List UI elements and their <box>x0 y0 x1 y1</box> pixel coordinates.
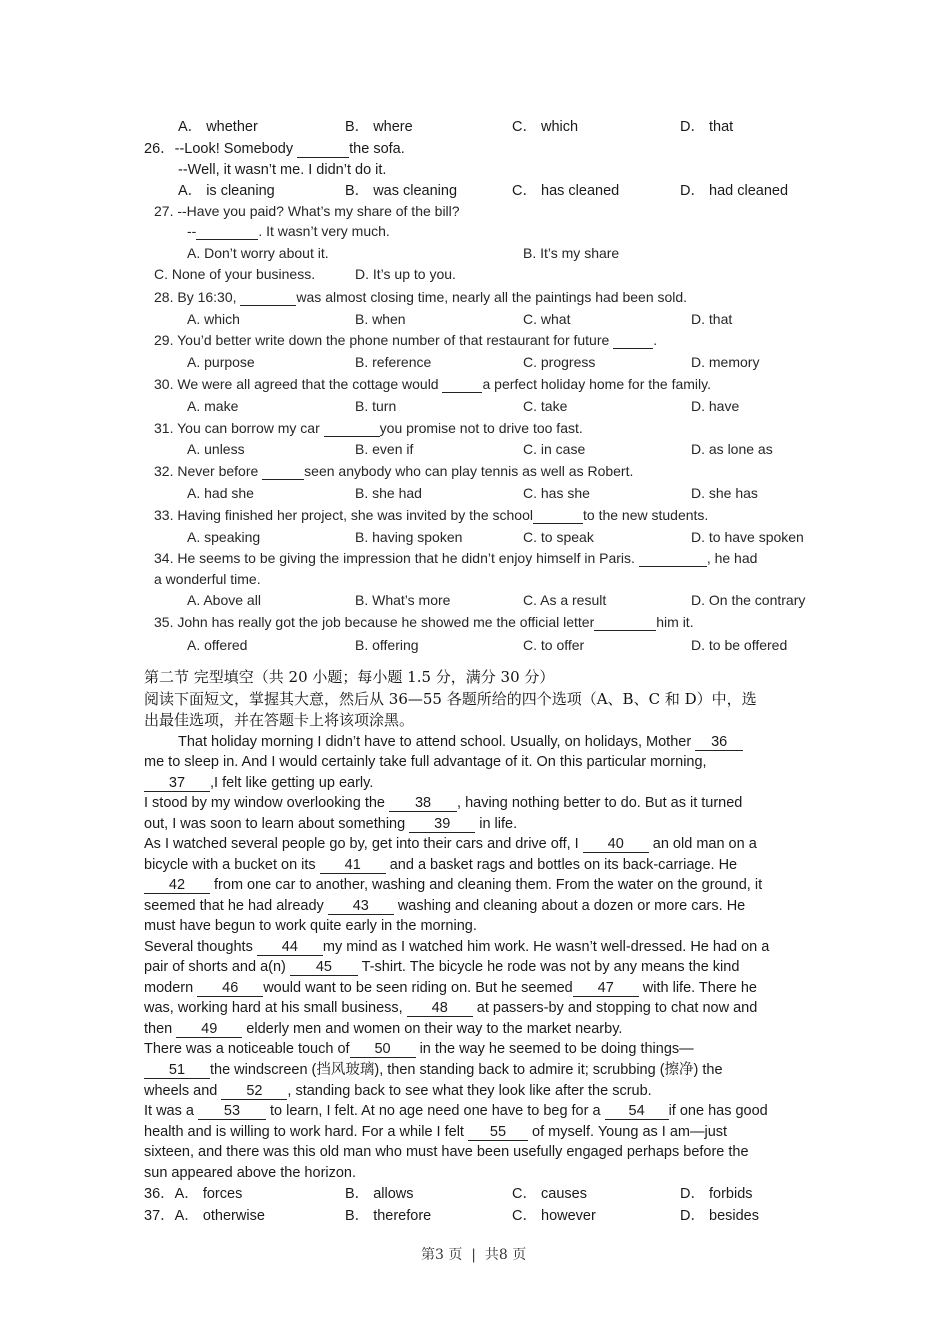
q32-stem-pre: 32. Never before <box>154 463 263 479</box>
q29-blank <box>613 333 653 349</box>
passage-text: to learn, I felt. At no age need one have to beg for a <box>266 1103 605 1119</box>
passage-line-18 <box>144 1082 652 1100</box>
passage-line-4 <box>144 794 742 812</box>
page-footer <box>421 1246 526 1264</box>
q34-stem-pre: 34. He seems to be giving the impression that he didn’t enjoy himself in Paris. <box>154 550 639 566</box>
q27-option-d: D. It’s up to you. <box>355 266 456 282</box>
q28-option-a: A. which <box>187 311 240 327</box>
q29-stem-pre: 29. You’d better write down the phone number of that restaurant for future <box>154 332 614 348</box>
passage-text: and a basket rags and bottles on its back-carriage. He <box>385 857 738 873</box>
q28-option-b: B. when <box>355 311 406 327</box>
blank-39: 39 <box>409 817 475 833</box>
q30-stem-post: a perfect holiday home for the family. <box>482 376 712 392</box>
q28-blank <box>240 290 296 306</box>
passage-line-11 <box>144 938 769 956</box>
passage-line-15 <box>144 1020 622 1038</box>
q29-option-d: D. memory <box>691 354 760 370</box>
q36-option-a: 36．A． forces <box>144 1186 243 1202</box>
q26-stem <box>144 140 405 158</box>
passage-text: out, I was soon to learn about something <box>144 816 410 832</box>
q32-blank <box>262 464 304 480</box>
passage-text: my mind as I watched him work. He wasn’t well-dressed. He had on a <box>322 939 770 955</box>
q26-option-b: B． was cleaning <box>345 183 458 199</box>
passage-text: washing and cleaning about a dozen or more cars. He <box>393 898 746 914</box>
passage-text: pair of shorts and a(n) <box>144 959 290 975</box>
q30-blank <box>442 377 482 393</box>
passage-line-3 <box>144 774 373 792</box>
passage-line-5 <box>144 815 517 833</box>
blank-53: 53 <box>198 1104 266 1120</box>
passage-line-13 <box>144 979 757 997</box>
q26-stem-pre: 26．--Look! Somebody <box>144 141 298 157</box>
q32-option-c: C. has she <box>523 485 590 501</box>
blank-50: 50 <box>350 1042 416 1058</box>
passage-line-7 <box>144 856 737 874</box>
passage-line-6 <box>144 835 757 853</box>
q32-option-d: D. she has <box>691 485 758 501</box>
q33-stem-pre: 33. Having finished her project, she was invited by the school <box>154 507 533 523</box>
q34-option-c: C. As a result <box>523 592 607 608</box>
passage-text: then <box>144 1021 177 1037</box>
passage-text: with life. There he <box>638 980 757 996</box>
q35-option-d: D. to be offered <box>691 637 788 653</box>
passage-text: of myself. Young as I am—just <box>527 1124 728 1140</box>
passage-text: an old man on a <box>648 836 757 852</box>
page-number: 第3 页 <box>421 1247 463 1263</box>
blank-45: 45 <box>290 960 358 976</box>
blank-48: 48 <box>407 1001 473 1017</box>
q37-option-b: B． therefore <box>345 1208 432 1224</box>
q33-option-b: B. having spoken <box>355 529 463 545</box>
q25-option-b: B． where <box>345 119 413 135</box>
q34-stem <box>154 549 757 567</box>
passage-text: bicycle with a bucket on its <box>144 857 320 873</box>
q26-option-d: D． had cleaned <box>680 183 789 199</box>
q31-blank <box>324 421 380 437</box>
passage-text: ,I felt like getting up early. <box>210 775 374 791</box>
passage-text: It was a <box>144 1103 198 1119</box>
blank-38: 38 <box>389 796 457 812</box>
passage-text: would want to be seen riding on. But he seemed <box>263 980 573 996</box>
passage-text: , standing back to see what they look like after the scrub. <box>287 1083 652 1099</box>
q30-option-c: C. take <box>523 398 568 414</box>
blank-36: 36 <box>695 735 743 751</box>
section-instruction-1: 阅读下面短文，掌握其大意，然后从 36—55 各题所给的四个选项（A、B、C 和 D）中，选 <box>144 690 757 708</box>
blank-44: 44 <box>257 940 323 956</box>
q28-stem-pre: 28. By 16:30, <box>154 289 241 305</box>
passage-text: was, working hard at his small business, <box>144 1000 407 1016</box>
footer-separator: | <box>471 1247 476 1263</box>
passage-line-16 <box>144 1040 694 1058</box>
q30-option-d: D. have <box>691 398 740 414</box>
q27-stem: 27. --Have you paid? What’s my share of the bill? <box>154 203 460 219</box>
q34-line2: a wonderful time. <box>154 571 261 587</box>
blank-40: 40 <box>583 837 649 853</box>
blank-43: 43 <box>328 899 394 915</box>
blank-49: 49 <box>176 1022 242 1038</box>
q36-option-b: B． allows <box>345 1186 414 1202</box>
q32-stem-post: seen anybody who can play tennis as well as Robert. <box>304 463 634 479</box>
passage-text: As I watched several people go by, get into their cars and drive off, I <box>144 836 583 852</box>
q34-option-d: D. On the contrary <box>691 592 806 608</box>
q29-option-b: B. reference <box>355 354 432 370</box>
q35-option-c: C. to offer <box>523 637 585 653</box>
passage-line-8 <box>144 876 762 894</box>
passage-text: I stood by my window overlooking the <box>144 795 390 811</box>
passage-text: seemed that he had already <box>144 898 328 914</box>
q27-option-c: C. None of your business. <box>154 266 316 282</box>
q33-stem-post: to the new students. <box>583 507 709 523</box>
q28-stem-post: was almost closing time, nearly all the paintings had been sold. <box>296 289 688 305</box>
passage-text: the windscreen (挡风玻璃), then standing back to admire it; scrubbing (擦净) the <box>210 1062 723 1078</box>
blank-54: 54 <box>605 1104 669 1120</box>
q26-option-c: C． has cleaned <box>512 183 620 199</box>
passage-line-19 <box>144 1102 768 1120</box>
q31-stem-post: you promise not to drive too fast. <box>379 420 583 436</box>
passage-text: There was a noticeable touch of <box>144 1041 350 1057</box>
q33-option-d: D. to have spoken <box>691 529 804 545</box>
passage-line-1 <box>178 733 743 751</box>
q29-stem <box>154 331 657 349</box>
q32-option-a: A. had she <box>187 485 254 501</box>
q35-option-b: B. offering <box>355 637 419 653</box>
blank-37: 37 <box>144 776 210 792</box>
q34-option-b: B. What’s more <box>355 592 451 608</box>
q30-option-b: B. turn <box>355 398 397 414</box>
passage-line-2: me to sleep in. And I would certainly take full advantage of it. On this particular morning, <box>144 754 707 770</box>
q35-stem-post: him it. <box>656 614 694 630</box>
section-instruction-2: 出最佳选项，并在答题卡上将该项涂黑。 <box>144 711 415 729</box>
q35-stem <box>154 613 694 631</box>
passage-line-22: sun appeared above the horizon. <box>144 1165 357 1181</box>
q26-stem-post: the sofa. <box>349 141 405 157</box>
q31-option-d: D. as lone as <box>691 441 773 457</box>
passage-line-17 <box>144 1061 723 1079</box>
blank-55: 55 <box>468 1125 528 1141</box>
total-pages: 共8 页 <box>484 1247 527 1263</box>
q26-blank <box>297 142 349 158</box>
passage-text: , having nothing better to do. But as it turned <box>457 795 743 811</box>
q25-option-a: A． whether <box>178 119 258 135</box>
q31-option-a: A. unless <box>187 441 245 457</box>
q35-blank <box>594 615 656 631</box>
passage-text: in the way he seemed to be doing things— <box>415 1041 694 1057</box>
q31-option-b: B. even if <box>355 441 414 457</box>
q29-stem-post: . <box>653 332 658 348</box>
passage-text: Several thoughts <box>144 939 257 955</box>
passage-text: That holiday morning I didn’t have to attend school. Usually, on holidays, Mother <box>178 734 696 750</box>
q28-stem <box>154 288 687 306</box>
q27-option-b: B. It’s my share <box>523 245 620 261</box>
q37-option-a: 37．A． otherwise <box>144 1208 265 1224</box>
passage-text: at passers-by and stopping to chat now and <box>472 1000 758 1016</box>
q36-option-d: D． forbids <box>680 1186 753 1202</box>
q33-stem <box>154 506 708 524</box>
passage-line-9 <box>144 897 745 915</box>
q27-option-a: A. Don’t worry about it. <box>187 245 329 261</box>
q31-stem-pre: 31. You can borrow my car <box>154 420 324 436</box>
q26-line2: --Well, it wasn’t me. I didn’t do it. <box>178 162 387 178</box>
q35-option-a: A. offered <box>187 637 248 653</box>
q35-stem-pre: 35. John has really got the job because he showed me the official letter <box>154 614 595 630</box>
passage-text: wheels and <box>144 1083 222 1099</box>
q30-option-a: A. make <box>187 398 239 414</box>
passage-line-20 <box>144 1123 727 1141</box>
passage-line-21: sixteen, and there was this old man who must have been usefully engaged perhaps before the <box>144 1144 749 1160</box>
q36-option-c: C． causes <box>512 1186 587 1202</box>
q25-option-d: D． that <box>680 119 734 135</box>
section-heading: 第二节 完型填空（共 20 小题；每小题 1.5 分，满分 30 分） <box>144 668 555 686</box>
blank-52: 52 <box>221 1084 287 1100</box>
q33-option-c: C. to speak <box>523 529 594 545</box>
q34-stem-post: , he had <box>706 550 758 566</box>
blank-46: 46 <box>197 981 263 997</box>
q33-blank <box>533 508 583 524</box>
passage-text: modern <box>144 980 198 996</box>
q29-option-a: A. purpose <box>187 354 255 370</box>
q27-line2-pre: -- <box>187 223 197 239</box>
blank-42: 42 <box>144 878 210 894</box>
passage-text: in life. <box>475 816 518 832</box>
q27-blank <box>196 224 258 240</box>
passage-line-12 <box>144 958 739 976</box>
blank-51: 51 <box>144 1063 210 1079</box>
q27-line2-post: . It wasn’t very much. <box>258 223 390 239</box>
blank-41: 41 <box>320 858 386 874</box>
blank-47: 47 <box>573 981 639 997</box>
q30-stem-pre: 30. We were all agreed that the cottage would <box>154 376 443 392</box>
q29-option-c: C. progress <box>523 354 596 370</box>
q32-stem <box>154 462 633 480</box>
passage-line-14 <box>144 999 757 1017</box>
passage-text: from one car to another, washing and cleaning them. From the water on the ground, it <box>210 877 763 893</box>
q31-stem <box>154 419 583 437</box>
passage-line-10: must have begun to work quite early in the morning. <box>144 918 477 934</box>
q33-option-a: A. speaking <box>187 529 261 545</box>
passage-text: T-shirt. The bicycle he rode was not by any means the kind <box>357 959 740 975</box>
q27-line2 <box>187 222 390 240</box>
q28-option-c: C. what <box>523 311 571 327</box>
q32-option-b: B. she had <box>355 485 422 501</box>
q37-option-c: C． however <box>512 1208 596 1224</box>
q37-option-d: D． besides <box>680 1208 759 1224</box>
q31-option-c: C. in case <box>523 441 586 457</box>
q25-option-c: C． which <box>512 119 579 135</box>
q34-blank <box>639 551 707 567</box>
q30-stem <box>154 375 711 393</box>
passage-text: if one has good <box>668 1103 768 1119</box>
q26-option-a: A． is cleaning <box>178 183 275 199</box>
q34-option-a: A. Above all <box>187 592 261 608</box>
passage-text: elderly men and women on their way to the market nearby. <box>242 1021 623 1037</box>
q28-option-d: D. that <box>691 311 733 327</box>
passage-text: health and is willing to work hard. For a while I felt <box>144 1124 468 1140</box>
